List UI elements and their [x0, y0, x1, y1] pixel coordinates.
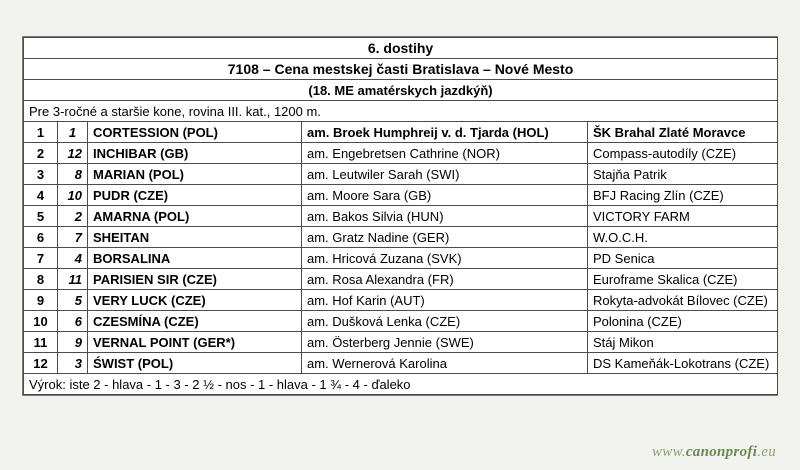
row-rider: am. Dušková Lenka (CZE) [302, 311, 588, 332]
row-owner: PD Senica [588, 248, 778, 269]
row-position: 2 [24, 143, 58, 164]
row-horse: CORTESSION (POL) [88, 122, 302, 143]
table-row [24, 332, 778, 353]
watermark [652, 444, 776, 461]
row-position: 5 [24, 206, 58, 227]
table-row [24, 248, 778, 269]
row-position: 12 [24, 353, 58, 374]
table-row [24, 269, 778, 290]
row-horse: PARISIEN SIR (CZE) [88, 269, 302, 290]
row-owner: DS Kameňák-Lokotrans (CZE) [588, 353, 778, 374]
race-conditions: Pre 3-ročné a staršie kone, rovina III. kat., 1200 m. [24, 101, 778, 122]
table-row [24, 206, 778, 227]
row-position: 9 [24, 290, 58, 311]
row-position: 4 [24, 185, 58, 206]
document-title: 6. dostihy [24, 38, 778, 59]
row-rider: am. Gratz Nadine (GER) [302, 227, 588, 248]
row-owner: VICTORY FARM [588, 206, 778, 227]
row-horse: ŚWIST (POL) [88, 353, 302, 374]
row-position: 8 [24, 269, 58, 290]
row-horse: SHEITAN [88, 227, 302, 248]
row-horse: INCHIBAR (GB) [88, 143, 302, 164]
race-verdict-row [24, 374, 778, 395]
row-rider: am. Hricová Zuzana (SVK) [302, 248, 588, 269]
row-horse: CZESMÍNA (CZE) [88, 311, 302, 332]
row-position: 7 [24, 248, 58, 269]
row-rider: am. Rosa Alexandra (FR) [302, 269, 588, 290]
row-horse: PUDR (CZE) [88, 185, 302, 206]
row-position: 10 [24, 311, 58, 332]
row-owner: Polonina (CZE) [588, 311, 778, 332]
row-horse: VERNAL POINT (GER*) [88, 332, 302, 353]
row-rider: am. Hof Karin (AUT) [302, 290, 588, 311]
row-position: 1 [24, 122, 58, 143]
row-position: 6 [24, 227, 58, 248]
row-number: 11 [58, 269, 88, 290]
row-rider: am. Moore Sara (GB) [302, 185, 588, 206]
row-horse: VERY LUCK (CZE) [88, 290, 302, 311]
row-rider: am. Broek Humphreij v. d. Tjarda (HOL) [302, 122, 588, 143]
row-number: 7 [58, 227, 88, 248]
row-owner: BFJ Racing Zlín (CZE) [588, 185, 778, 206]
table-row [24, 164, 778, 185]
row-position: 3 [24, 164, 58, 185]
row-owner: ŠK Brahal Zlaté Moravce [588, 122, 778, 143]
row-rider: am. Leutwiler Sarah (SWI) [302, 164, 588, 185]
table-row [24, 290, 778, 311]
row-rider: am. Engebretsen Cathrine (NOR) [302, 143, 588, 164]
table-subtitle-row [24, 59, 778, 80]
row-number: 8 [58, 164, 88, 185]
row-rider: am. Bakos Silvia (HUN) [302, 206, 588, 227]
table-row [24, 122, 778, 143]
row-number: 12 [58, 143, 88, 164]
watermark-brand: canonprofi [685, 444, 758, 460]
table-row [24, 311, 778, 332]
row-number: 6 [58, 311, 88, 332]
row-number: 10 [58, 185, 88, 206]
race-results-sheet [22, 36, 778, 396]
table-row [24, 353, 778, 374]
table-subtitle2-row [24, 80, 778, 101]
race-conditions-row [24, 101, 778, 122]
document-subtitle-secondary: (18. ME amatérskych jazdkýň) [24, 80, 778, 101]
row-number: 9 [58, 332, 88, 353]
row-owner: W.O.C.H. [588, 227, 778, 248]
row-horse: MARIAN (POL) [88, 164, 302, 185]
row-owner: Compass-autodíly (CZE) [588, 143, 778, 164]
table-title-row [24, 38, 778, 59]
table-row [24, 185, 778, 206]
row-owner: Euroframe Skalica (CZE) [588, 269, 778, 290]
row-owner: Rokyta-advokát Bílovec (CZE) [588, 290, 778, 311]
row-number: 2 [58, 206, 88, 227]
table-row [24, 143, 778, 164]
row-owner: Stajňa Patrik [588, 164, 778, 185]
row-owner: Stáj Mikon [588, 332, 778, 353]
race-verdict: Výrok: iste 2 - hlava - 1 - 3 - 2 ½ - nos - 1 - hlava - 1 ¾ - 4 - ďaleko [24, 374, 778, 395]
row-rider: am. Österberg Jennie (SWE) [302, 332, 588, 353]
watermark-suffix: .eu [757, 444, 776, 460]
row-rider: am. Wernerová Karolina [302, 353, 588, 374]
row-horse: AMARNA (POL) [88, 206, 302, 227]
row-number: 3 [58, 353, 88, 374]
row-number: 1 [58, 122, 88, 143]
row-horse: BORSALINA [88, 248, 302, 269]
row-number: 5 [58, 290, 88, 311]
watermark-prefix: www. [651, 444, 686, 460]
row-number: 4 [58, 248, 88, 269]
race-results-table [23, 37, 778, 395]
row-position: 11 [24, 332, 58, 353]
table-row [24, 227, 778, 248]
document-subtitle: 7108 – Cena mestskej časti Bratislava – Nové Mesto [24, 59, 778, 80]
